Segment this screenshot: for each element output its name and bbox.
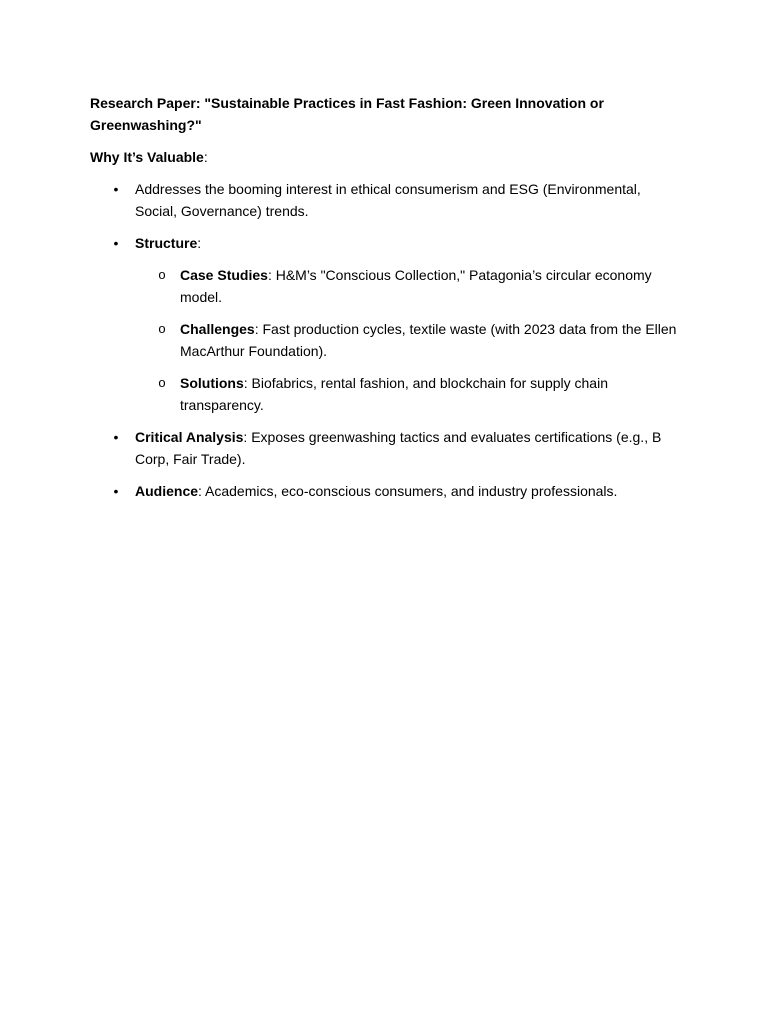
sub-item-lead: Case Studies <box>180 267 268 283</box>
bullet-item-esg <box>90 178 680 222</box>
bullet-text: : Exposes greenwashing tactics and evaluates certifications (e.g., B Corp, Fair Trade). <box>135 429 662 467</box>
bullet-icon: • <box>113 429 119 445</box>
sub-bullet-icon: o <box>158 375 166 390</box>
sub-bullet-icon: o <box>158 321 166 336</box>
bullet-lead: Critical Analysis <box>135 429 244 445</box>
bullet-item-structure <box>90 232 680 416</box>
sub-item-text: : Biofabrics, rental fashion, and blockchain for supply chain transparency. <box>180 375 608 413</box>
sub-item-text: : Fast production cycles, textile waste (with 2023 data from the Ellen MacArthur Foundation). <box>180 321 677 359</box>
bullet-text: : <box>197 235 202 251</box>
bullet-lead: Structure <box>135 235 198 251</box>
document-body <box>90 92 680 512</box>
bullet-text: : Academics, eco-conscious consumers, and industry professionals. <box>198 483 618 499</box>
main-bullet-list <box>90 178 680 502</box>
bullet-lead: Audience <box>135 483 199 499</box>
bullet-text: Addresses the booming interest in ethical consumerism and ESG (Environmental, Social, Governance) trends. <box>135 181 641 219</box>
sub-bullet-icon: o <box>158 267 166 282</box>
sub-item-text: : H&M’s "Conscious Collection," Patagonia’s circular economy model. <box>180 267 652 305</box>
sub-item-lead: Challenges <box>180 321 255 337</box>
bullet-icon: • <box>113 181 119 197</box>
bullet-icon: • <box>113 235 119 251</box>
bullet-item-critical-analysis <box>90 426 680 470</box>
bullet-icon: • <box>113 483 119 499</box>
bullet-item-audience <box>90 480 680 502</box>
sub-item-case-studies <box>135 264 680 308</box>
why-valuable-label: Why It’s Valuable <box>90 149 204 165</box>
document-title: Research Paper: "Sustainable Practices in Fast Fashion: Green Innovation or Greenwashing?" <box>90 95 604 133</box>
structure-sub-list <box>135 264 680 416</box>
sub-item-lead: Solutions <box>180 375 244 391</box>
why-valuable-colon: : <box>203 149 208 165</box>
sub-item-solutions <box>135 372 680 416</box>
sub-item-challenges <box>135 318 680 362</box>
why-valuable-heading <box>90 146 680 168</box>
